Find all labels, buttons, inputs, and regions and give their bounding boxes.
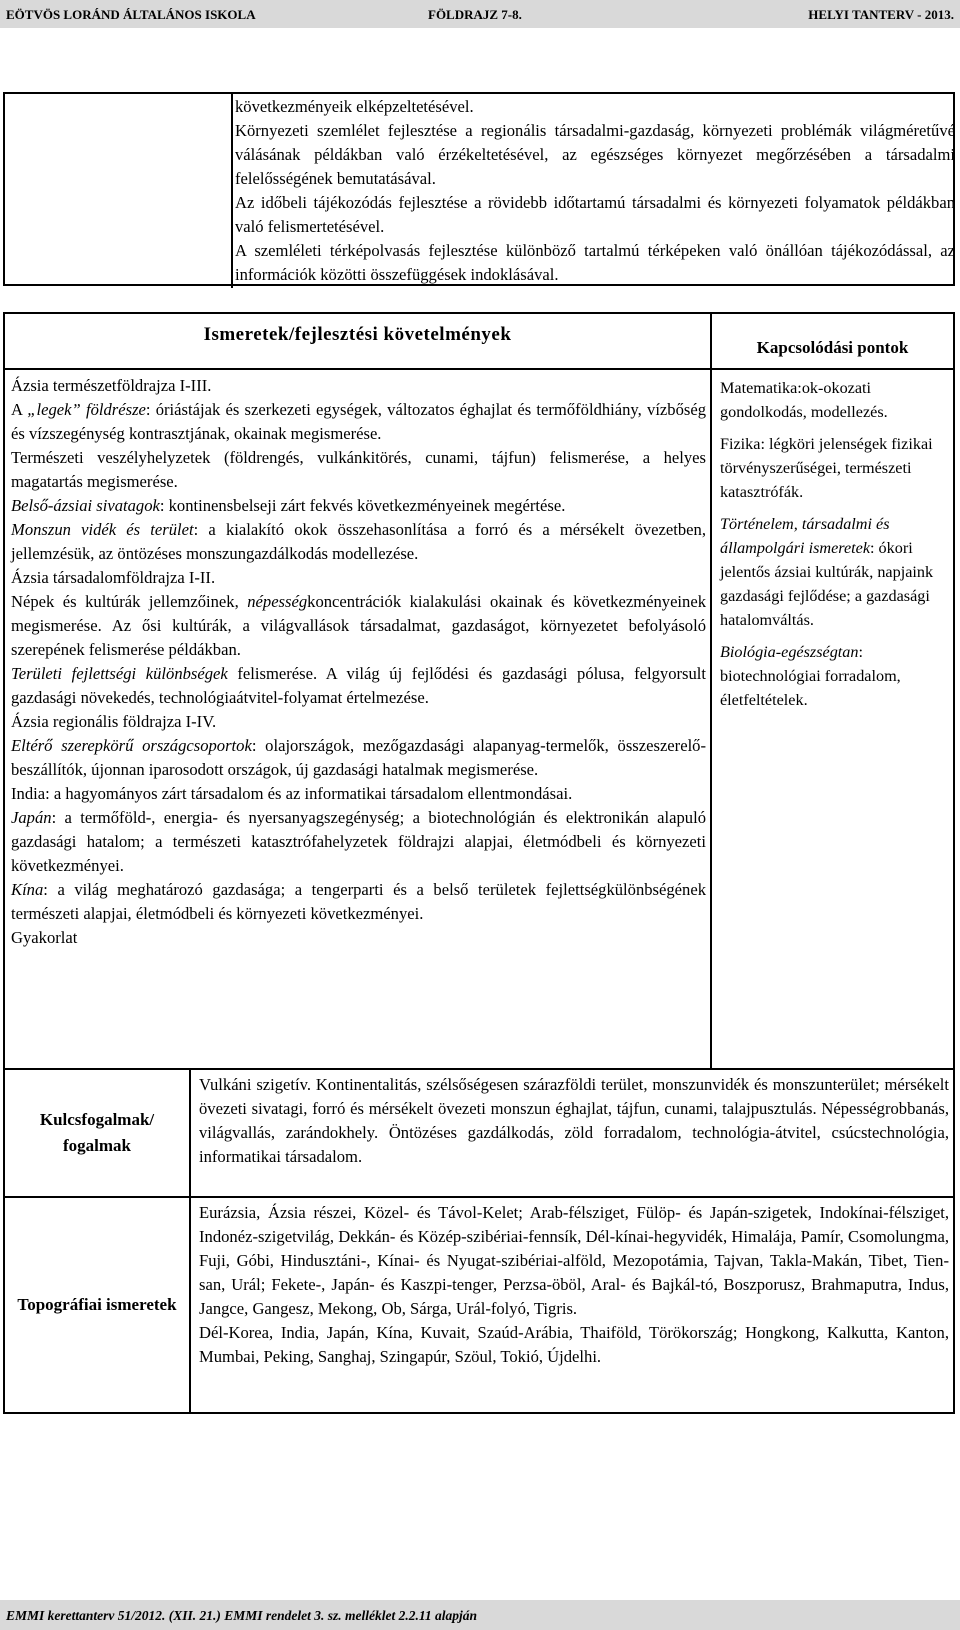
page-footer xyxy=(0,1600,960,1630)
requirement-item: India: a hagyományos zárt társadalom és az informatikai társadalom ellentmondásai. xyxy=(11,784,573,803)
text-run-italic: „legek” földrésze xyxy=(27,400,146,419)
objectives-box xyxy=(3,92,955,286)
topography-label: Topográfiai ismeretek xyxy=(5,1196,191,1412)
text-run-italic: Területi fejlettségi különbségek xyxy=(11,664,228,683)
requirement-item xyxy=(11,398,706,446)
text-run: : ókori jelentős ázsiai kultúrák, napjaink gazdasági fejlődése; a gazdasági hatalomváltás. xyxy=(720,539,934,629)
connections-column xyxy=(712,314,953,1068)
connection-item xyxy=(720,640,949,712)
requirement-item xyxy=(11,518,706,566)
text-run-italic: Belső-ázsiai sivatagok xyxy=(11,496,160,515)
concepts-table xyxy=(3,1070,955,1414)
text-run-italic: Monszun vidék és terület xyxy=(11,520,194,539)
text-run: : olajországok, mezőgazdasági alapanyag-termelők, összeszerelő-beszállítók, újonnan iparosodott országok, új gazdasági hatalmak megismerése. xyxy=(11,736,706,779)
section-title: Gyakorlat xyxy=(11,928,78,947)
key-concepts-label: Kulcsfogalmak/ fogalmak xyxy=(5,1070,191,1196)
text-run: : a kialakító okok összehasonlítása a forró és a mérsékelt övezetben, jellemzésük, az öntözéses monszungazdálkodás modellezése. xyxy=(11,520,706,563)
requirements-table xyxy=(3,312,955,1070)
text-run: légköri jelenségek fizikai törvényszerűségei, természeti katasztrófák. xyxy=(720,435,933,501)
objective-paragraph: következményeik elképzeltetésével. xyxy=(235,97,474,116)
connections-header: Kapcsolódási pontok xyxy=(712,314,953,370)
connection-item xyxy=(720,376,949,424)
topography-text: Eurázsia, Ázsia részei, Közel- és Távol-Kelet; Arab-félsziget, Fülöp- és Japán-szigetek, Indokínai-félsziget, Indonéz-szigetvilág, Dekkán- és Közép-szibériai-fennsík, Dél-kínai-hegyvidék, Himalája, Pamír, Csomolungma, Fuji, Góbi, Hindusztáni-, Kínai- és Nyugat-szibériai-alföld, Mezopotámia, Tajvan, Takla-Makán, Tibet, Tien-san, Urál; Fekete-, Japán- és Kaszpi-tenger, Perzsa-öböl, Aral- és Bajkál-tó, Boszporusz, Brahmaputra, Indus, Jangce, Gangesz, Mekong, Ob, Sárga, Urál-folyó, Tigris. xyxy=(199,1203,949,1318)
text-run: koncentrációk kialakulási okainak és következményeinek megismerése. Az ősi kultúrák, a világvallások társadalmat, gazdaságot, környezetet befolyásoló szerepének felismerése példákban. xyxy=(11,592,707,659)
text-run-italic: Kína xyxy=(11,880,44,899)
objectives-content xyxy=(231,94,957,288)
requirement-item xyxy=(11,734,706,782)
curriculum-label: HELYI TANTERV - 2013. xyxy=(808,7,954,22)
requirement-item xyxy=(11,662,706,710)
text-run-italic: Biológia-egészségtan xyxy=(720,643,859,661)
subject-title: FÖLDRAJZ 7-8. xyxy=(428,7,522,22)
objective-paragraph: A szemléleti térképolvasás fejlesztése különböző tartalmú térképeken való önállóan tájékozódással, az információk közötti összefüggések indoklásával. xyxy=(235,241,955,284)
section-title: Ázsia regionális földrajza I-IV. xyxy=(11,712,217,731)
section-title: Ázsia társadalomföldrajza I-II. xyxy=(11,568,216,587)
text-run: ok-okozati gondolkodás, modellezés. xyxy=(720,379,888,421)
text-run: : a világ meghatározó gazdasága; a tengerparti és a belső területek fejlettségkülönbségének természeti alapjai, életmódbeli és környezeti következményei. xyxy=(11,880,706,923)
text-run-italic: Eltérő szerepkörű országcsoportok xyxy=(11,736,252,755)
requirement-item xyxy=(11,590,706,662)
requirements-header: Ismeretek/fejlesztési követelmények xyxy=(5,314,710,370)
objective-paragraph: Az időbeli tájékozódás fejlesztése a rövidebb időtartamú társadalmi és környezeti folyamatok példákban való felismertetésével. xyxy=(235,193,955,236)
connections-body xyxy=(712,370,953,712)
page-header xyxy=(0,0,960,28)
topography-content xyxy=(191,1196,953,1412)
connection-item xyxy=(720,432,949,504)
text-run: : biotechnológiai forradalom, életfeltételek. xyxy=(720,643,901,709)
text-run-italic: Történelem, társadalmi és állampolgári ismeretek xyxy=(720,515,890,557)
text-run: : a termőföld-, energia- és nyersanyagszegénység; a biotechnológián és elektronikán alapuló gazdasági hatalom; a természeti katasztrófahelyzetek földrajzi alapjai, életmódbeli és környezeti következményei. xyxy=(11,808,706,875)
text-run: : óriástájak és szerkezeti egységek, változatos éghajlat és termőföldhiány, vízbőség és vízszegénység kontrasztjának, okainak megismerése. xyxy=(11,400,707,443)
key-concepts-content xyxy=(191,1070,953,1196)
text-run: : kontinensbelseji zárt fekvés következményeinek megértése. xyxy=(159,496,566,515)
key-concepts-text: Vulkáni szigetív. Kontinentalitás, szélsőségesen szárazföldi terület, monszunvidék és monszunterület; mérsékelt övezeti sivatagi, forró és mérsékelt övezeti monszun éghajlat, tájfun, cunami, talajpusztulás. Népességrobbanás, világvallás, zarándokhely. Öntözéses gazdálkodás, zöld forradalom, technológia-átvitel, csúcstechnológia, informatikai társadalom. xyxy=(199,1075,949,1166)
objective-paragraph: Környezeti szemlélet fejlesztése a regionális társadalmi-gazdaság, környezeti problémák világméretűvé válásának példákban való érzékeltetésével, az egészséges környezet megőrzésében a társadalmi felelősségének bemutatásával. xyxy=(235,121,955,188)
requirement-item: Természeti veszélyhelyzetek (földrengés, vulkánkitörés, cunami, tájfun) felismerése, a helyes magatartás megismerése. xyxy=(11,448,706,491)
topography-text: Dél-Korea, India, Japán, Kína, Kuvait, Szaúd-Arábia, Thaiföld, Törökország; Hongkong, Kalkutta, Kanton, Mumbai, Peking, Sanghaj, Szingapúr, Szöul, Tokió, Újdelhi. xyxy=(199,1323,949,1366)
footer-text: EMMI kerettanterv 51/2012. (XII. 21.) EMMI rendelet 3. sz. melléklet 2.2.11 alapján xyxy=(6,1608,478,1623)
school-name: EÖTVÖS LORÁND ÁLTALÁNOS ISKOLA xyxy=(6,7,256,22)
requirement-item xyxy=(11,878,706,926)
requirement-item xyxy=(11,494,706,518)
text-run: Matematika: xyxy=(720,379,802,397)
requirements-body xyxy=(5,370,710,950)
text-run: felismerése. A világ új fejlődési és gazdasági pólusa, felgyorsult gazdasági növekedés, technológiaátvitel-folyamat értelmezése. xyxy=(11,664,706,707)
text-run-italic: népesség xyxy=(247,592,308,611)
text-run: Fizika: xyxy=(720,435,765,453)
requirement-item xyxy=(11,806,706,878)
text-run: A xyxy=(11,400,28,419)
requirements-column xyxy=(5,314,712,1068)
connection-item xyxy=(720,512,949,632)
text-run-italic: Japán xyxy=(11,808,52,827)
section-title: Ázsia természetföldrajza I-III. xyxy=(11,376,212,395)
text-run: Népek és kultúrák jellemzőinek, xyxy=(11,592,248,611)
